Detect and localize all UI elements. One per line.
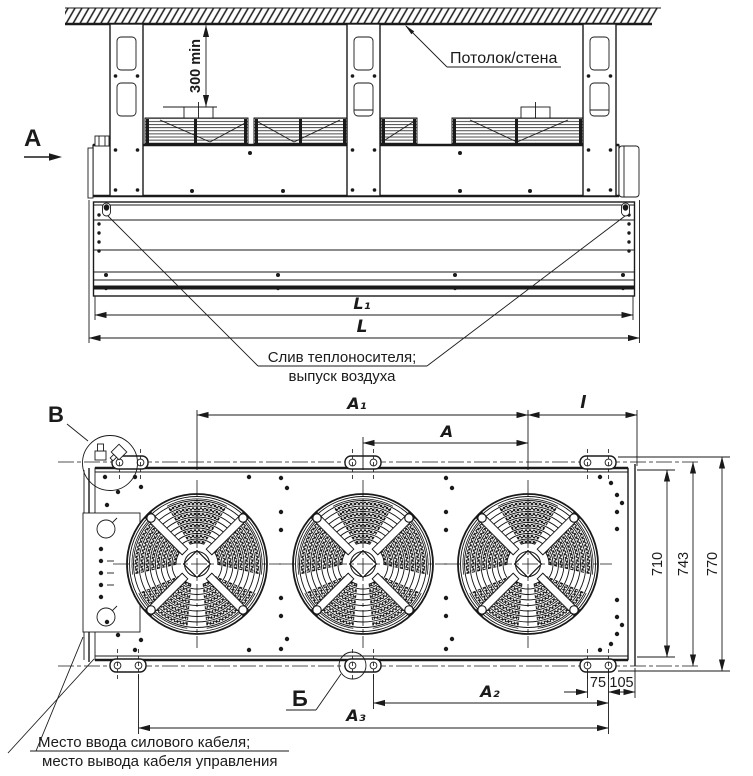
dim-l-text: L: [356, 317, 368, 337]
dim-l-spacing-text: l: [580, 393, 586, 413]
view-a-label: А: [24, 125, 42, 152]
dim-a3-text: А₃: [346, 706, 366, 725]
bracket-bottom-center: [345, 659, 381, 672]
view-a-arrow-icon: [49, 153, 62, 161]
cable-label-line2: место вывода кабеля управления: [42, 753, 278, 770]
plan-top-extensions: [197, 410, 637, 470]
detail-v-label: В: [48, 402, 64, 427]
dim-l-spacing: [528, 393, 637, 415]
drain-label-line1: Слив теплоносителя;: [267, 349, 417, 366]
bracket-bottom-right: [580, 659, 616, 672]
dim-a: [363, 422, 528, 443]
front-elevation-view: [24, 8, 661, 385]
detail-circle-v: [67, 424, 138, 491]
dim-a2: [374, 674, 609, 709]
drain-label-line2: выпуск воздуха: [288, 368, 396, 385]
clearance-dim-text: 300 min: [188, 39, 204, 93]
plan-view: [8, 393, 730, 770]
cable-label-line1: Место ввода силового кабеля;: [38, 734, 251, 751]
bracket-top-right: [580, 456, 616, 469]
dim-75-105: [564, 668, 635, 734]
dim-743-text: 743: [676, 551, 692, 577]
detail-b-label: Б: [292, 686, 308, 711]
dim-l1-text: L₁: [353, 294, 371, 313]
view-a-marker: [24, 125, 62, 161]
drip-tray: [94, 202, 635, 296]
ceiling-hatch: [65, 8, 661, 24]
dim-75-text: 75: [589, 675, 607, 691]
dim-770-text: 770: [705, 551, 721, 577]
dim-a1-text: А₁: [347, 394, 367, 413]
dim-a-text: А: [440, 422, 454, 441]
clearance-dimension: [163, 26, 217, 108]
dim-a2-text: А₂: [480, 682, 500, 701]
bracket-bottom-left: [110, 659, 146, 672]
drain-fitting-left: [103, 203, 111, 216]
drain-fitting-right: [622, 203, 630, 216]
dim-a1: [197, 394, 528, 415]
dim-710-text: 710: [650, 551, 666, 577]
ceiling-label: Потолок/стена: [450, 50, 558, 67]
dim-105-text: 105: [609, 675, 634, 691]
